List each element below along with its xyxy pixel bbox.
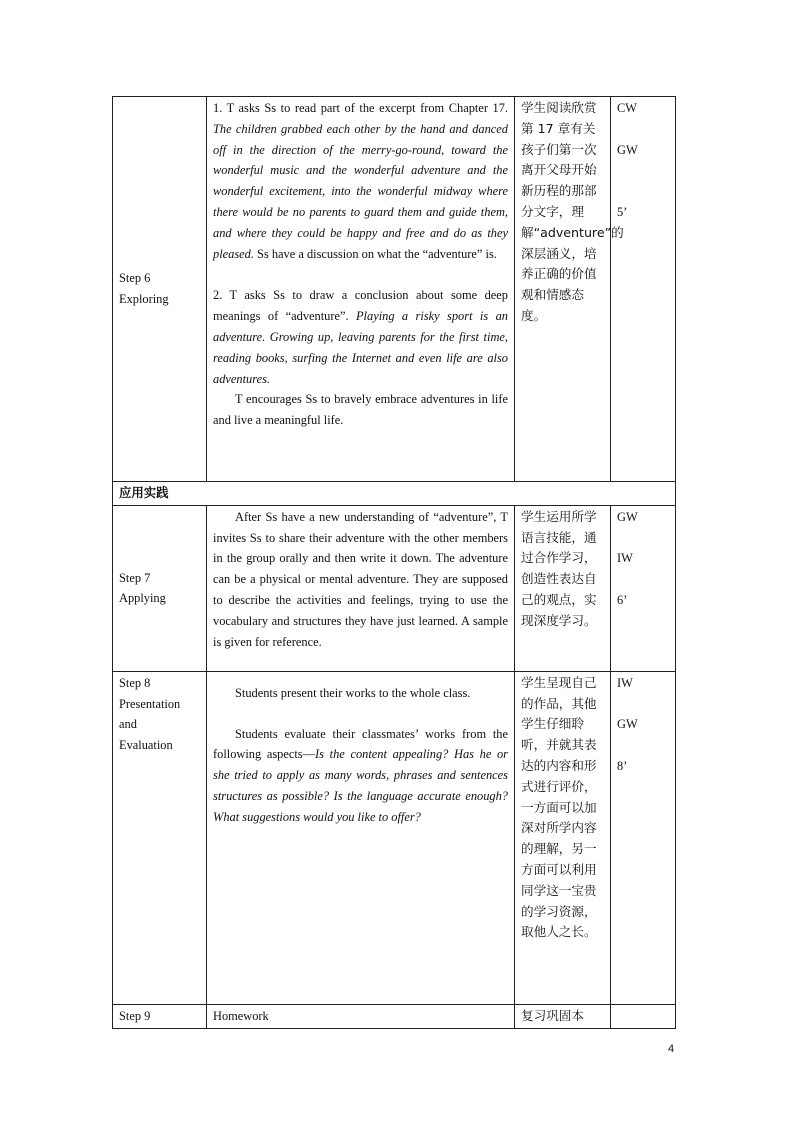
activity-paragraph: [213, 1006, 508, 1027]
activity-italic-text: Playing a risky sport is an adventure. Growing up, leaving parents for the first time, reading books, surfing the Internet and even life are also adventures.: [213, 309, 508, 386]
mode-cell: [611, 1004, 676, 1028]
step-name: Applying: [119, 591, 166, 606]
step-cell: [113, 671, 207, 1004]
activity-text: 1. T asks Ss to read part of the excerpt from Chapter 17.: [213, 101, 508, 115]
activity-paragraph: [213, 285, 508, 389]
activity-text: T encourages Ss to bravely embrace adventures in life and live a meaningful life.: [213, 392, 508, 428]
step-label: Step 8: [119, 675, 151, 690]
step-label: Step 7: [119, 570, 151, 585]
activity-paragraph: [213, 507, 508, 653]
activity-text: 2. T asks Ss to draw a conclusion about some deep meanings of “adventure”.: [213, 288, 508, 324]
mode-label: GW: [617, 717, 638, 732]
time-label: 8’: [617, 758, 628, 773]
mode-label: IW: [617, 551, 633, 566]
activity-cell: [207, 1004, 515, 1028]
mode-label: GW: [617, 509, 638, 524]
step-label: Step 6: [119, 271, 151, 286]
time-label: 6’: [617, 592, 628, 607]
step-label: Step 9: [119, 1008, 151, 1023]
step-cell: [113, 1004, 207, 1028]
mode-cell: [611, 97, 676, 482]
activity-cell: [207, 505, 515, 671]
step-name: Evaluation: [119, 738, 173, 753]
mode-label: IW: [617, 675, 633, 690]
table-row-step8: [113, 671, 676, 1004]
mode-cell: [611, 671, 676, 1004]
mode-label: CW: [617, 101, 637, 115]
purpose-cell: 学生呈现自己的作品，其他学生仔细聆听，并就其表达的内容和形式进行评价，一方面可以加深对所学内容的理解，另一方面可以利用同学这一宝贵的学习资源，取他人之长。: [515, 671, 611, 1004]
activity-paragraph: [213, 724, 508, 828]
activity-paragraph: [213, 389, 508, 431]
activity-text: Ss have a discussion on what the “adventure” is.: [253, 246, 497, 261]
step-cell: [113, 505, 207, 671]
purpose-cell: 学生阅读欣赏第 17 章有关孩子们第一次离开父母开始新历程的那部分文字，理解“adventure”的深层涵义，培养正确的价值观和情感态度。: [515, 97, 611, 482]
section-heading: 应用实践: [113, 482, 676, 506]
table-row-step7: [113, 505, 676, 671]
activity-paragraph: [213, 98, 508, 264]
activity-italic-text: Is the content appealing? Has he or she tried to apply as many words, phrases and sentences structures as possible? Is the language accurate enough? What suggestions would you like to offer?: [213, 747, 509, 824]
mode-cell: [611, 505, 676, 671]
lesson-plan-table: [112, 96, 676, 1029]
time-label: 5’: [617, 204, 628, 219]
activity-cell: [207, 97, 515, 482]
table-row-step9: [113, 1004, 676, 1028]
step-cell: [113, 97, 207, 482]
activity-paragraph: [213, 683, 508, 704]
step-name: Exploring: [119, 292, 169, 306]
step-name: and: [119, 717, 137, 732]
purpose-cell: 复习巩固本: [515, 1004, 611, 1028]
mode-label: GW: [617, 142, 638, 157]
activity-text: Students evaluate their classmates’ works from the following aspects—: [213, 726, 508, 762]
activity-italic-text: The children grabbed each other by the hand and danced off in the direction of the merry-go-round, toward the wonderful music and the wonderful adventure and the wonderful excitement, into the wonderful midway where there would be no parents to guard them and guide them, and where they could be happy and free and do as they pleased.: [213, 121, 508, 261]
table-row-step6: [113, 97, 676, 482]
activity-text: After Ss have a new understanding of “adventure”, T invites Ss to share their adventure with the other members in the group orally and then write it down. The adventure can be a physical or mental adventure. They are supposed to describe the activities and feelings, trying to use the vocabulary and structures they have just learned. A sample is given for reference.: [213, 509, 508, 649]
activity-cell: [207, 671, 515, 1004]
activity-text: Students present their works to the whole class.: [235, 685, 471, 700]
step-name: Presentation: [119, 696, 181, 711]
purpose-cell: 学生运用所学语言技能，通过合作学习，创造性表达自己的观点，实现深度学习。: [515, 505, 611, 671]
section-row: [113, 482, 676, 506]
activity-text: Homework: [213, 1008, 269, 1023]
page-number: 4: [668, 1043, 675, 1055]
